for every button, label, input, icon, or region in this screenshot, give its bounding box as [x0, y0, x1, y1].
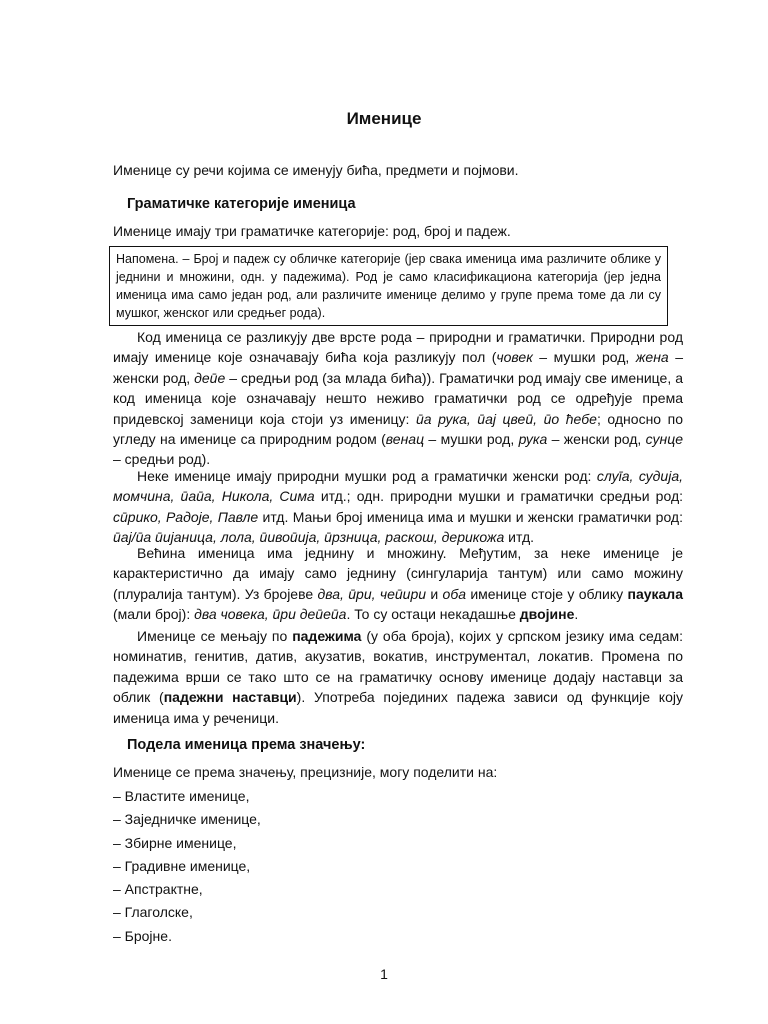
bold-term: двојине — [519, 606, 575, 623]
list-item: – Збирне именице, — [113, 834, 237, 851]
list-item: – Глаголске, — [113, 904, 193, 921]
text-run: именице стоје у облику — [465, 585, 628, 602]
text-run: – мушки род, — [532, 349, 636, 366]
intro-paragraph: Именице су речи којима се именују бића, предмети и појмови. — [113, 162, 519, 178]
italic-example: сунце — [645, 431, 683, 448]
italic-example: оба — [442, 585, 466, 602]
italic-example: човек — [496, 349, 533, 366]
italic-example: слуīа, судија, момчина, ӣаӣа, Никола, Сима — [113, 468, 683, 505]
section-heading-meaning: Подела именица према значењу: — [127, 737, 366, 753]
text-run: (мали број): — [113, 606, 195, 623]
bold-term: падежни наставци — [163, 689, 297, 706]
text-run: (у оба броја), којих у српском језику има седам: номинатив, генитив, датив, акузатив, вокатив, инструментал, локатив. Промена по падежима врши се тако што се на граматичку основу именице додају наставци за облик ( — [113, 628, 683, 706]
text-run: . — [574, 606, 579, 623]
text-run: Именице се мењају по — [137, 628, 293, 644]
text-run: Неке именице имају природни мушки род а граматички женски род: — [137, 468, 597, 484]
text-run: и — [426, 585, 443, 602]
section-heading-grammatical-categories: Граматичке категорије именица — [127, 196, 356, 212]
list-item: – Бројне. — [113, 927, 172, 944]
noun-types-list — [113, 785, 261, 948]
text-run: . То су остаци некадашње — [346, 606, 520, 623]
italic-example: два човека, ӣри деӣеӣа — [194, 606, 347, 623]
paragraph-cases — [113, 626, 683, 728]
bold-term: паукала — [627, 585, 683, 602]
list-item: – Заједничке именице, — [113, 811, 261, 828]
paragraph-mixed-gender — [113, 466, 683, 548]
text-run: итд. — [504, 529, 534, 546]
text-run: – женски род, — [113, 349, 683, 386]
list-intro: Именице се према значењу, прецизније, могу поделити на: — [113, 764, 498, 780]
text-run: – женски род, — [547, 431, 646, 448]
note-box: Напомена. – Број и падеж су обличке категорије (јер свака именица има различите облике у једнини и множини, одн. у падежима). Род је само класификациона категорија (јер једна именица има само један род, али различите именице делимо у групе према томе да ли су мушког, женског или средњег рода). — [109, 246, 668, 326]
paragraph-gender — [113, 327, 683, 470]
bold-term: падежима — [292, 628, 362, 644]
italic-example: ӣај/ӣа ӣијаница, лола, ӣивоӣија, ӣрзница, раскош, дерикожа — [113, 529, 505, 546]
text-run: ; односно по угледу на именице са природним родом ( — [113, 410, 684, 448]
italic-example: деӣе — [194, 369, 226, 386]
italic-example: сӣрико, Радоје, Павле — [113, 508, 259, 525]
text-run: – мушки род, — [424, 431, 519, 448]
text-run: ). Употреба појединих падежа зависи од функције коју именица има у реченици. — [113, 689, 683, 726]
italic-example: венац — [385, 431, 425, 448]
list-item: – Апстрактне, — [113, 881, 203, 898]
paragraph-number — [113, 543, 683, 625]
text-run: итд.; одн. природни мушки и граматички средњи род: — [314, 488, 683, 505]
categories-line: Именице имају три граматичке категорије: род, број и падеж. — [113, 223, 511, 239]
page-number: 1 — [380, 966, 388, 982]
list-item: – Градивне именице, — [113, 857, 251, 874]
italic-example: два, ӣри, чеӣири — [317, 585, 427, 602]
text-run: – средњи род). — [113, 451, 211, 468]
italic-example: рука — [518, 431, 548, 448]
italic-example: жена — [635, 349, 669, 366]
text-run: итд. Мањи број именица има и мушки и женски граматички род: — [258, 508, 683, 525]
text-run: – средњи род (за млада бића)). Граматички род имају све именице, а код именица које означавају нешто неживо граматички род се одређује према придевској заменици која стоји уз именицу: — [113, 369, 683, 427]
italic-example: ӣа рука, ӣај цвеӣ, ӣо ћебе — [416, 410, 597, 427]
text-run: Већина именица има једнину и множину. Међутим, за неке именице је карактеристично да имају само једнину (сингуларија тантум) или само можину (плуралија тантум). Уз бројеве — [113, 545, 683, 602]
page-title: Именице — [346, 109, 422, 128]
list-item: – Властите именице, — [113, 788, 250, 804]
text-run: Код именица се разликују две врсте рода – природни и граматички. Природни род имају именице које означавају бића која разликују пол ( — [113, 329, 683, 366]
